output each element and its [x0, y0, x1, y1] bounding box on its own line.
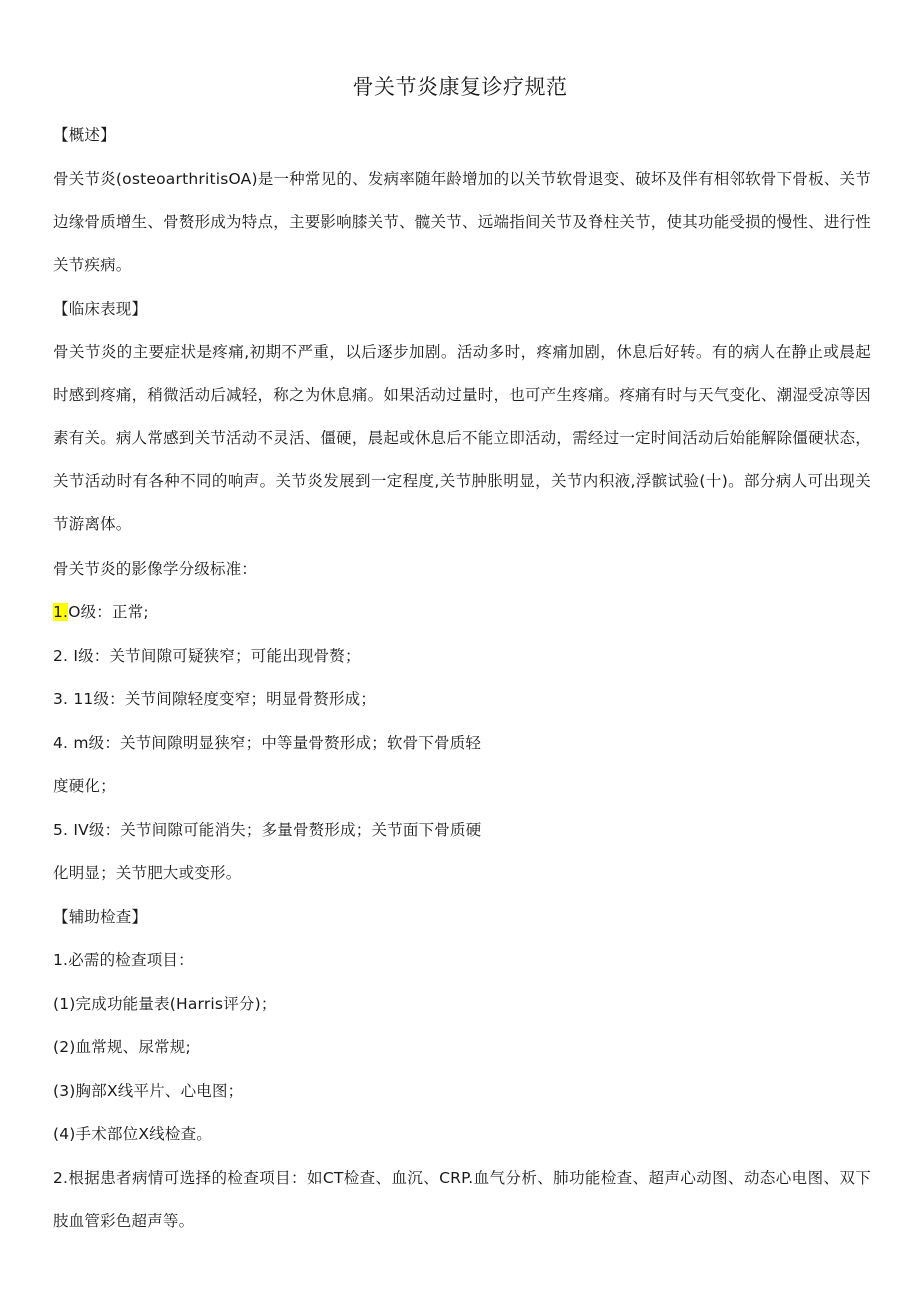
exam-item: (1)完成功能量表(Harris评分)；	[53, 995, 277, 1013]
optional-exams-paragraph: 2.根据患者病情可选择的检查项目：如CT检查、血沉、CRP.血气分析、肺功能检查、超声心动图、动态心电图、双下肢血管彩色超声等。	[53, 1169, 871, 1230]
grade-4-item-line1: 5. IV级：关节间隙可能消失；多量骨赘形成；关节面下骨质硬	[53, 821, 482, 839]
clinical-heading: 【临床表现】	[53, 300, 148, 318]
grade-0-item	[53, 597, 149, 627]
overview-paragraph: 骨关节炎(osteoarthritisOA)是一种常见的、发病率随年龄增加的以关节软骨退变、破坏及伴有相邻软骨下骨板、关节边缘骨质增生、骨赘形成为特点，主要影响膝关节、髋关节、远端指间关节及脊柱关节，使其功能受损的慢性、进行性关节疾病。	[53, 170, 871, 274]
overview-heading: 【概述】	[53, 126, 116, 144]
grade-0-text: O级：正常;	[68, 603, 149, 621]
grade-2-item: 3. 11级：关节间隙轻度变窄；明显骨赘形成；	[53, 690, 377, 708]
grade-0-number: 1.	[53, 603, 69, 621]
grade-3-item-line1: 4. m级：关节间隙明显狭窄；中等量骨赘形成；软骨下骨质轻	[53, 734, 482, 752]
grade-3-item-line2: 度硬化；	[53, 777, 116, 795]
exam-item: (2)血常规、尿常规;	[53, 1038, 191, 1056]
clinical-paragraph: 骨关节炎的主要症状是疼痛,初期不严重，以后逐步加剧。活动多时，疼痛加剧，休息后好转。有的病人在静止或晨起时感到疼痛，稍微活动后减轻，称之为休息痛。如果活动过量时，也可产生疼痛。疼痛有时与天气变化、潮湿受凉等因素有关。病人常感到关节活动不灵活、僵硬，晨起或休息后不能立即活动，需经过一定时间活动后始能解除僵硬状态，关节活动时有各种不同的响声。关节炎发展到一定程度,关节肿胀明显，关节内积液,浮髌试验(十)。部分病人可出现关节游离体。	[53, 343, 871, 533]
exam-item: (4)手术部位X线检查。	[53, 1125, 212, 1143]
grade-1-item: 2. I级：关节间隙可疑狭窄；可能出现骨赘；	[53, 647, 361, 665]
grade-4-item-line2: 化明显；关节肥大或变形。	[53, 864, 242, 882]
exam-item: (3)胸部X线平片、心电图；	[53, 1082, 244, 1100]
exams-heading: 【辅助检查】	[53, 908, 148, 926]
required-exams-title: 1.必需的检查项目：	[53, 951, 194, 969]
document-title: 骨关节炎康复诊疗规范	[352, 75, 568, 99]
grading-intro: 骨关节炎的影像学分级标准：	[53, 560, 258, 578]
